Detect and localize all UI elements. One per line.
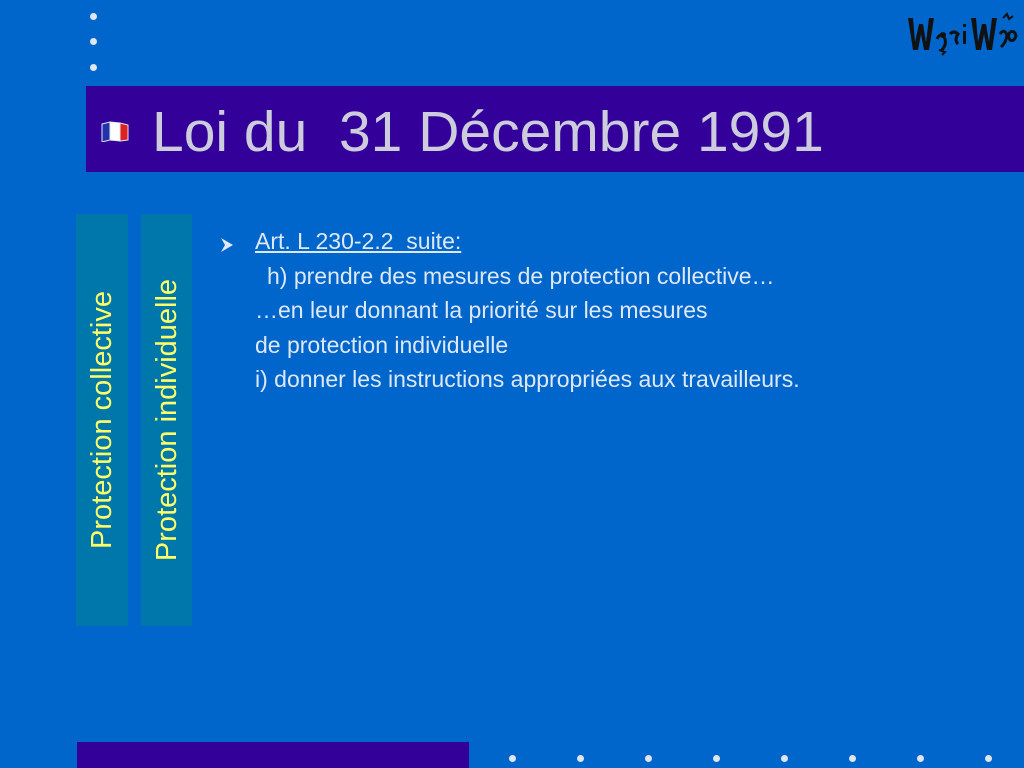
decor-dot: [577, 755, 584, 762]
decor-dot: [509, 755, 516, 762]
slide-title: Loi du 31 Décembre 1991: [152, 100, 824, 164]
bullet-line: i) donner les instructions appropriées aux travailleurs.: [255, 366, 800, 392]
side-panel-individuelle: [141, 214, 192, 626]
decor-dot: [985, 755, 992, 762]
decor-dot: [781, 755, 788, 762]
bottom-bar: [77, 742, 469, 768]
decor-dot: [90, 64, 97, 71]
arrowhead-bullet-icon: [218, 229, 236, 247]
bullet-line: …en leur donnant la priorité sur les mesures: [255, 297, 708, 323]
side-label-individuelle: Protection individuelle: [150, 278, 183, 562]
book-flag-icon: [100, 120, 130, 142]
decor-dot: [713, 755, 720, 762]
bullet-line: de protection individuelle: [255, 331, 509, 358]
bullet-heading: Art. L 230-2.2 suite:: [255, 228, 462, 254]
bullet-line: h) prendre des mesures de protection collective…: [267, 262, 775, 289]
arrowhead-bullet-graphic: [218, 236, 236, 254]
decor-dot: [645, 755, 652, 762]
decor-dot: [90, 13, 97, 20]
decor-dot: [849, 755, 856, 762]
wysiwyg-logo-icon: [903, 10, 1019, 56]
side-panel-collective: [76, 214, 128, 626]
wysiwyg-logo-graphic: [903, 10, 1019, 56]
bullet-lines: [255, 224, 1015, 397]
decor-dot: [90, 38, 97, 45]
decor-dot: [917, 755, 924, 762]
side-label-collective: Protection collective: [86, 291, 118, 549]
book-flag-graphic: [100, 120, 130, 142]
